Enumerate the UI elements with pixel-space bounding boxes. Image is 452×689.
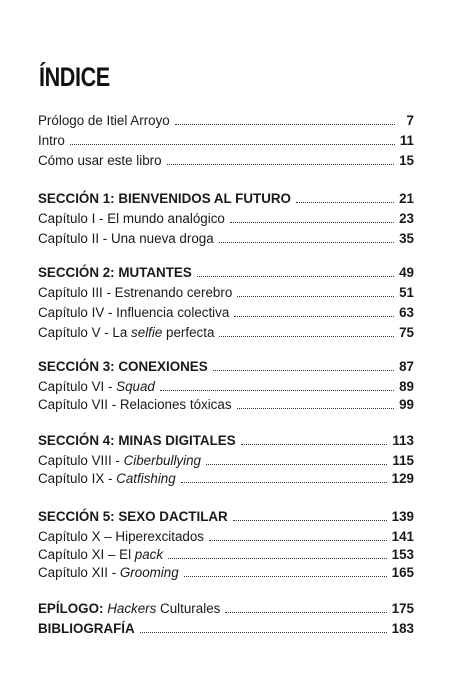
- page-number: 15: [399, 153, 414, 168]
- toc-chapter-4[interactable]: [38, 304, 414, 322]
- chapter-label: Capítulo III - Estrenando cerebro: [38, 285, 233, 300]
- toc-section-1[interactable]: [38, 190, 414, 208]
- toc-chapter-7[interactable]: [38, 396, 414, 414]
- page-number: 99: [399, 397, 414, 412]
- toc-chapter-1[interactable]: [38, 210, 414, 228]
- dot-leader: [206, 463, 387, 465]
- page-number: 153: [391, 547, 414, 562]
- page-number: 165: [391, 565, 414, 580]
- chapter-label: Capítulo XII - Grooming: [38, 565, 179, 580]
- section-heading: SECCIÓN 2: MUTANTES: [38, 265, 192, 280]
- dot-leader: [209, 539, 387, 541]
- page-number: 23: [399, 211, 414, 226]
- dot-leader: [234, 315, 394, 317]
- chapter-label: Capítulo IX - Catfishing: [38, 471, 176, 486]
- dot-leader: [175, 123, 395, 125]
- toc-chapter-11[interactable]: [38, 546, 414, 564]
- dot-leader: [70, 143, 395, 145]
- toc-section-4[interactable]: [38, 432, 414, 450]
- toc-chapter-12[interactable]: [38, 564, 414, 582]
- page-title: ÍNDICE: [39, 62, 110, 92]
- page-number: 87: [399, 359, 414, 374]
- toc-chapter-10[interactable]: [38, 528, 414, 546]
- page-number: 141: [391, 529, 414, 544]
- page-number: 7: [406, 113, 414, 128]
- toc-entry-how-to-use[interactable]: [38, 152, 414, 170]
- chapter-label: Capítulo V - La selfie perfecta: [38, 325, 215, 340]
- toc-epilogue[interactable]: [38, 600, 414, 618]
- bibliography-label: BIBLIOGRAFÍA: [38, 621, 135, 636]
- toc-chapter-5[interactable]: [38, 324, 414, 342]
- page-number: 89: [399, 379, 414, 394]
- entry-label: Prólogo de Itiel Arroyo: [38, 113, 170, 128]
- toc-chapter-9[interactable]: [38, 470, 414, 488]
- page-number: 115: [392, 453, 414, 468]
- toc-bibliography[interactable]: [38, 620, 414, 638]
- epilogue-label: EPÍLOGO: Hackers Culturales: [38, 601, 221, 616]
- entry-label: Cómo usar este libro: [38, 153, 162, 168]
- dot-leader: [197, 275, 394, 277]
- dot-leader: [296, 201, 394, 203]
- toc-chapter-6[interactable]: [38, 378, 414, 396]
- page-number: 63: [399, 305, 414, 320]
- dot-leader: [233, 519, 387, 521]
- chapter-label: Capítulo I - El mundo analógico: [38, 211, 225, 226]
- toc-chapter-3[interactable]: [38, 284, 414, 302]
- dot-leader: [219, 241, 394, 243]
- toc-entry-intro[interactable]: [38, 132, 414, 150]
- dot-leader: [184, 575, 387, 577]
- page-number: 113: [392, 433, 414, 448]
- toc-page: [38, 0, 414, 689]
- section-heading: SECCIÓN 3: CONEXIONES: [38, 359, 208, 374]
- toc-chapter-2[interactable]: [38, 230, 414, 248]
- dot-leader: [230, 221, 394, 223]
- page-number: 183: [391, 621, 414, 636]
- section-heading: SECCIÓN 1: BIENVENIDOS AL FUTURO: [38, 191, 291, 206]
- page-number: 75: [399, 325, 414, 340]
- chapter-label: Capítulo IV - Influencia colectiva: [38, 305, 230, 320]
- chapter-label: Capítulo X – Hiperexcitados: [38, 529, 204, 544]
- dot-leader: [241, 443, 388, 445]
- page-number: 129: [391, 471, 414, 486]
- page-number: 35: [399, 231, 414, 246]
- dot-leader: [213, 369, 394, 371]
- chapter-label: Capítulo II - Una nueva droga: [38, 231, 214, 246]
- dot-leader: [167, 163, 395, 165]
- toc-section-3[interactable]: [38, 358, 414, 376]
- chapter-label: Capítulo VII - Relaciones tóxicas: [38, 397, 232, 412]
- entry-label: Intro: [38, 133, 65, 148]
- toc-entry-prologue[interactable]: [38, 112, 414, 130]
- dot-leader: [181, 481, 387, 483]
- chapter-label: Capítulo XI – El pack: [38, 547, 164, 562]
- dot-leader: [237, 295, 394, 297]
- page-number: 139: [391, 509, 414, 524]
- chapter-label: Capítulo VI - Squad: [38, 379, 155, 394]
- section-heading: SECCIÓN 5: SEXO DACTILAR: [38, 509, 228, 524]
- toc-section-5[interactable]: [38, 508, 414, 526]
- section-heading: SECCIÓN 4: MINAS DIGITALES: [38, 433, 236, 448]
- page-number: 49: [399, 265, 414, 280]
- dot-leader: [237, 407, 395, 409]
- page-number: 11: [399, 133, 414, 148]
- dot-leader: [140, 631, 387, 633]
- page-number: 21: [399, 191, 414, 206]
- page-number: 51: [399, 285, 414, 300]
- dot-leader: [168, 557, 387, 559]
- page-number: 175: [391, 601, 414, 616]
- dot-leader: [219, 335, 394, 337]
- dot-leader: [160, 389, 394, 391]
- dot-leader: [225, 611, 386, 613]
- toc-section-2[interactable]: [38, 264, 414, 282]
- toc-chapter-8[interactable]: [38, 452, 414, 470]
- chapter-label: Capítulo VIII - Ciberbullying: [38, 453, 202, 468]
